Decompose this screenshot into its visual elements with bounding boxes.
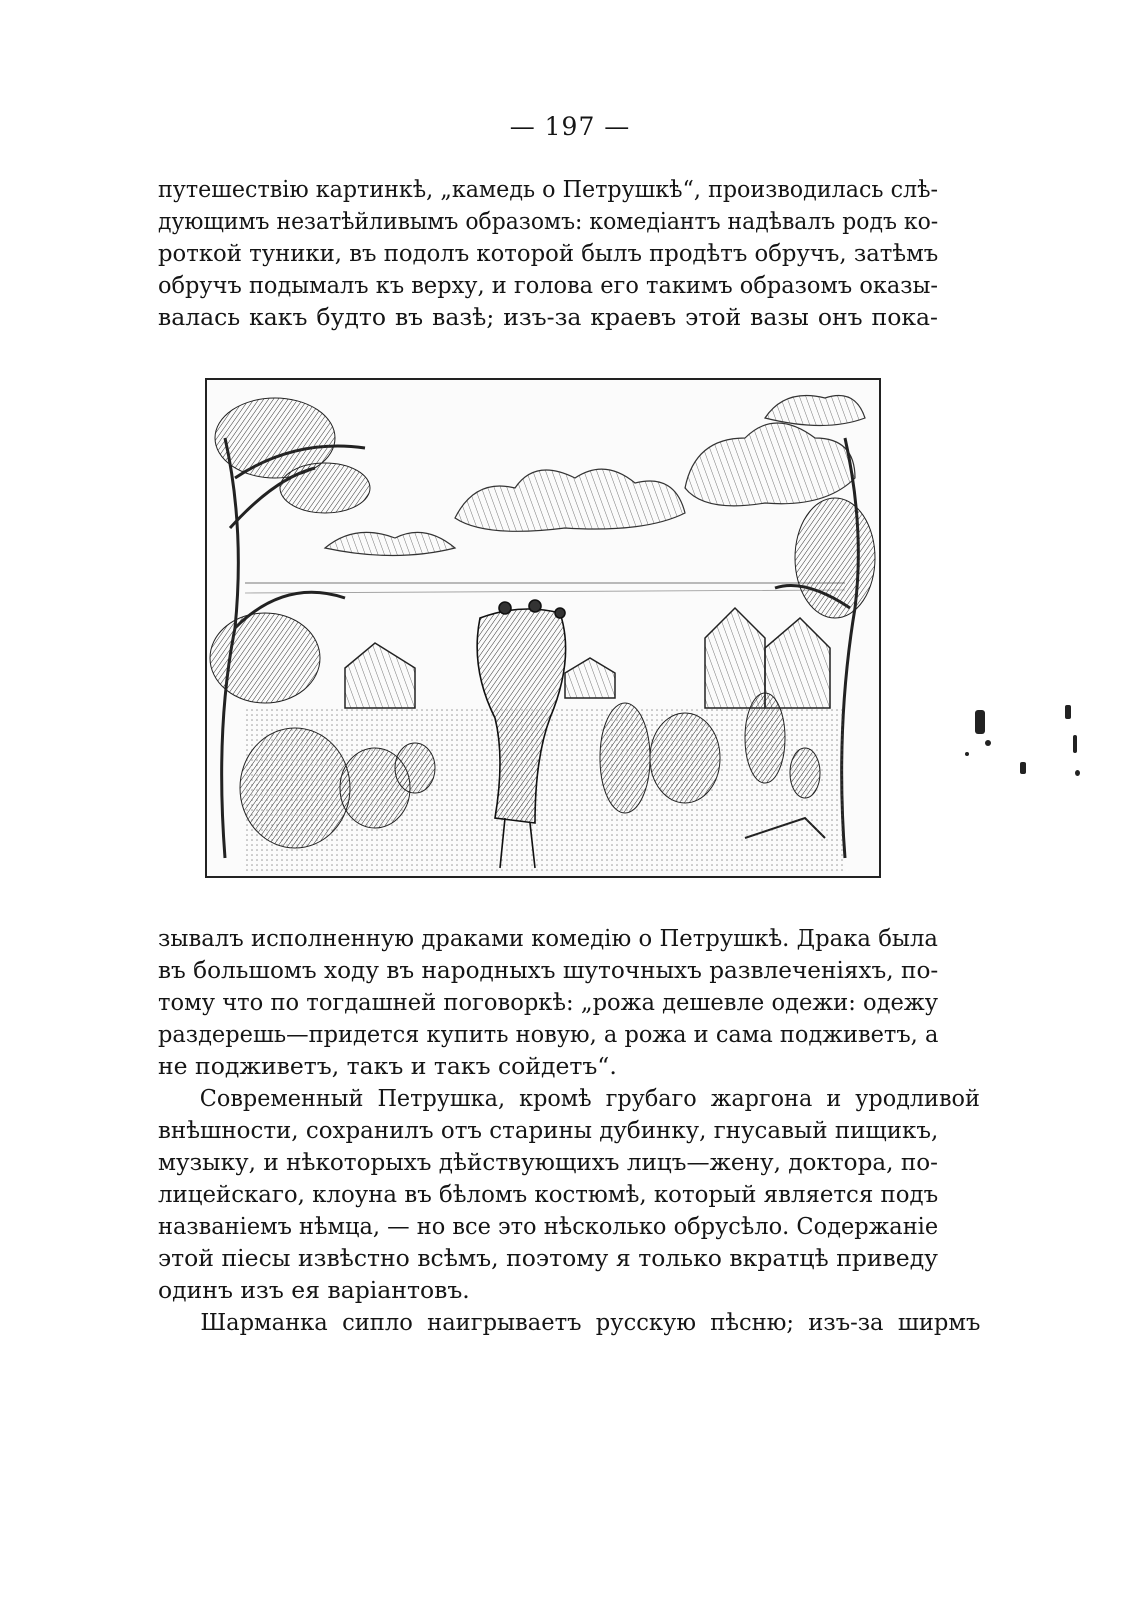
text-line: Шарманка сипло наигрываетъ русскую пѣсню; изъ-за ширмъ — [200, 1308, 981, 1336]
text-line: лицейскаго, клоуна въ бѣломъ костюмѣ, который является подъ — [158, 1180, 939, 1208]
bottom-text — [158, 922, 981, 1338]
page-number: — 197 — — [509, 112, 631, 141]
paragraph — [158, 922, 938, 1082]
paragraph — [158, 1082, 980, 1306]
text-line: не подживетъ, такъ и такъ сойдетъ“. — [158, 1052, 617, 1080]
text-line: тому что по тогдашней поговоркѣ: „рожа дешевле одежи: одежу — [158, 988, 939, 1016]
text-line: этой піесы извѣстно всѣмъ, поэтому я только вкратцѣ приведу — [158, 1244, 938, 1272]
text-line: роткой туники, въ подолъ которой былъ продѣтъ обручъ, затѣмъ — [158, 239, 939, 267]
text-line: путешествію картинкѣ, „камедь о Петрушкѣ“, производилась слѣ- — [158, 175, 938, 203]
text-line: названіемъ нѣмца, — но все это нѣсколько обрусѣло. Содержаніе — [158, 1212, 939, 1240]
text-line: внѣшности, сохранилъ отъ старины дубинку, гнусавый пищикъ, — [158, 1116, 939, 1144]
text-line: валась какъ будто въ вазѣ; изъ-за краевъ этой вазы онъ пока- — [158, 303, 938, 331]
margin-ink-marks — [955, 690, 1105, 800]
paragraph — [158, 1306, 981, 1338]
text-line: Современный Петрушка, кромѣ грубаго жаргона и уродливой — [199, 1084, 980, 1112]
text-line: въ большомъ ходу въ народныхъ шуточныхъ развлеченіяхъ, по- — [158, 956, 939, 984]
text-line: обручъ подымалъ къ верху, и голова его такимъ образомъ оказы- — [158, 271, 939, 299]
text-line: дующимъ незатѣйливымъ образомъ: комедіантъ надѣвалъ родъ ко- — [158, 207, 939, 235]
text-line: одинъ изъ ея варіантовъ. — [158, 1276, 470, 1304]
top-paragraph — [158, 173, 938, 333]
engraving-drawing — [205, 378, 881, 878]
engraving-illustration — [205, 378, 881, 878]
text-line: музыку, и нѣкоторыхъ дѣйствующихъ лицъ—жену, доктора, по- — [158, 1148, 938, 1176]
text-line: зывалъ исполненную драками комедію о Петрушкѣ. Драка была — [158, 924, 938, 952]
text-line: раздерешь—придется купить новую, а рожа и сама подживетъ, а — [158, 1020, 939, 1048]
